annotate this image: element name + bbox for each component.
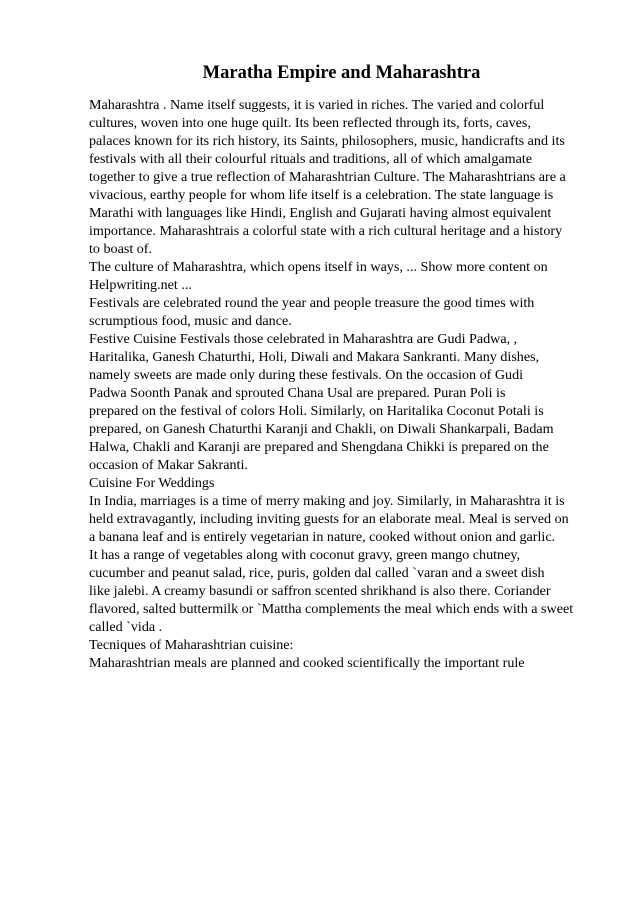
- body-text-line: Halwa, Chakli and Karanji are prepared and Shengdana Chikki is prepared on the: [89, 439, 549, 455]
- body-text-line: prepared on the festival of colors Holi. Similarly, on Haritalika Coconut Potali is: [89, 403, 544, 419]
- body-text-line: to boast of.: [89, 241, 153, 257]
- body-text-line: called `vida .: [89, 619, 163, 635]
- body-text-line: occasion of Makar Sakranti.: [89, 457, 248, 473]
- body-text-line: cultures, woven into one huge quilt. Its been reflected through its, forts, caves,: [89, 115, 531, 131]
- body-text-line: In India, marriages is a time of merry making and joy. Similarly, in Maharashtra it is: [89, 493, 565, 509]
- body-text-line: Maharashtrian meals are planned and cooked scientifically the important rule: [89, 655, 525, 671]
- body-text-line: like jalebi. A creamy basundi or saffron scented shrikhand is also there. Coriander: [89, 583, 551, 599]
- body-text-line: held extravagantly, including inviting guests for an elaborate meal. Meal is served on: [89, 511, 569, 527]
- body-text-line: a banana leaf and is entirely vegetarian in nature, cooked without onion and garlic.: [89, 529, 556, 545]
- body-text-line: Padwa Soonth Panak and sprouted Chana Usal are prepared. Puran Poli is: [89, 385, 506, 401]
- body-text-line: Haritalika, Ganesh Chaturthi, Holi, Diwali and Makara Sankranti. Many dishes,: [89, 349, 540, 365]
- body-text-line: festivals with all their colourful rituals and traditions, all of which amalgamate: [89, 151, 533, 167]
- body-text-line: scrumptious food, music and dance.: [89, 313, 292, 329]
- body-text-line: prepared, on Ganesh Chaturthi Karanji and Chakli, on Diwali Shankarpali, Badam: [89, 421, 554, 437]
- body-text-line: It has a range of vegetables along with coconut gravy, green mango chutney,: [89, 547, 521, 563]
- body-text-line: Marathi with languages like Hindi, English and Gujarati having almost equivalent: [89, 205, 552, 221]
- document-title: Maratha Empire and Maharashtra: [202, 63, 481, 83]
- body-text-line: vivacious, earthy people for whom life itself is a celebration. The state language is: [89, 187, 554, 203]
- body-text-line: Maharashtra . Name itself suggests, it is varied in riches. The varied and colorful: [89, 97, 545, 113]
- body-text-line: palaces known for its rich history, its Saints, philosophers, music, handicrafts and its: [89, 133, 565, 149]
- body-text-line: cucumber and peanut salad, rice, puris, golden dal called `varan and a sweet dish: [89, 565, 545, 581]
- body-text-line: Helpwriting.net ...: [89, 277, 192, 293]
- document-body: [89, 96, 599, 672]
- body-text-line: importance. Maharashtrais a colorful state with a rich cultural heritage and a history: [89, 223, 563, 239]
- body-text-line: Tecniques of Maharashtrian cuisine:: [89, 637, 294, 653]
- body-text-line: The culture of Maharashtra, which opens itself in ways, ... Show more content on: [89, 259, 548, 275]
- body-text-line: Cuisine For Weddings: [89, 475, 215, 491]
- body-text-line: together to give a true reflection of Maharashtrian Culture. The Maharashtrians are a: [89, 169, 566, 185]
- body-text-line: namely sweets are made only during these festivals. On the occasion of Gudi: [89, 367, 524, 383]
- body-text-line: Festive Cuisine Festivals those celebrated in Maharashtra are Gudi Padwa, ,: [89, 331, 518, 347]
- body-text-line: flavored, salted buttermilk or `Mattha complements the meal which ends with a sweet: [89, 601, 574, 617]
- body-text-line: Festivals are celebrated round the year and people treasure the good times with: [89, 295, 535, 311]
